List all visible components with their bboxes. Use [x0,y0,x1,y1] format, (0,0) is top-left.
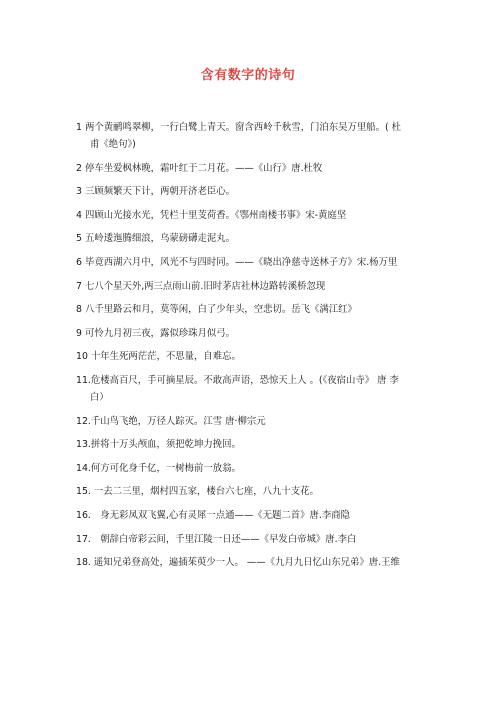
poem-line-continuation: 白） [90,391,109,403]
poem-line [76,301,428,318]
poem-line-text: 5 五岭逶迤腾细浪，乌蒙磅礴走泥丸。 [76,233,235,245]
poem-line-text: 4 四顾山光接水光，凭栏十里芰荷香。《鄂州南楼书事》宋-黄庭坚 [76,209,347,221]
poem-line-text: 2 停车坐爱枫林晚，霜叶红于二月花。——《山行》唐.杜牧 [76,162,323,174]
poem-line [76,348,428,365]
poem-line-text: 8 八千里路云和月，莫等闲，白了少年头，空悲切。岳飞《满江红》 [76,304,357,316]
poem-line-text: 15. 一去二三里，烟村四五家，楼台六七座，八九十支花。 [76,486,319,498]
poem-line [76,160,428,177]
poem-line [76,278,428,295]
poem-line-text: 9 可怜九月初三夜，露似珍珠月似弓。 [76,327,235,339]
poem-line [76,413,428,430]
poem-line-text: 14.何方可化身千亿，一树梅前一放翁。 [76,462,241,474]
poem-line [76,254,428,271]
poem-line [76,207,428,224]
poem-line [76,372,428,406]
poem-line [76,507,428,524]
poem-line [76,483,428,500]
poem-line [76,436,428,453]
poem-line-text: 16． 身无彩凤双飞翼,心有灵犀一点通——《无题二首》唐.李商隐 [76,509,350,521]
poem-line [76,119,428,153]
poem-line-text: 7 七八个星天外,两三点雨山前.旧时茅店社林边路转溪桥忽现 [76,280,326,292]
poem-line [76,230,428,247]
poem-line [76,325,428,342]
poem-line-text: 13.拼将十万头颅血，须把乾坤力挽回。 [76,439,241,451]
poem-line-text: 1 两个黄鹂鸣翠柳，一行白鹭上青天。窗含西岭千秋雪，门泊东吴万里船。( 杜 [76,122,401,133]
poem-line-text: 11.危楼高百尺，手可摘星辰。不敢高声语，恐惊天上人 。(《夜宿山寺》 唐 李 [76,374,399,386]
poem-line [76,460,428,477]
poem-line-text: 12.千山鸟飞绝，万径人踪灭。江雪 唐·柳宗元 [76,415,266,427]
document-title: 含有数字的诗句 [200,68,296,83]
poem-line-text: 3 三顾频繁天下计，两朝开济老臣心。 [76,186,235,198]
poem-line-text: 6 毕竟西湖六月中，风光不与四时同。——《晓出净慈寺送林子方》宋.杨万里 [76,256,398,268]
poem-line-text: 18. 遥知兄弟登高处，遍插茱萸少一人。 ——《九月九日忆山东兄弟》唐.王维 [76,557,400,569]
poem-line-text: 10 十年生死两茫茫，不思量，自难忘。 [76,351,241,363]
poem-line [76,531,428,548]
poem-line [76,554,428,571]
poem-line-continuation: 甫《绝句》) [90,139,136,150]
poem-line-text: 17． 朝辞白帝彩云间，千里江陵一日还——《早发白帝城》唐.李白 [76,533,357,545]
poem-list [76,119,428,578]
poem-line [76,183,428,200]
